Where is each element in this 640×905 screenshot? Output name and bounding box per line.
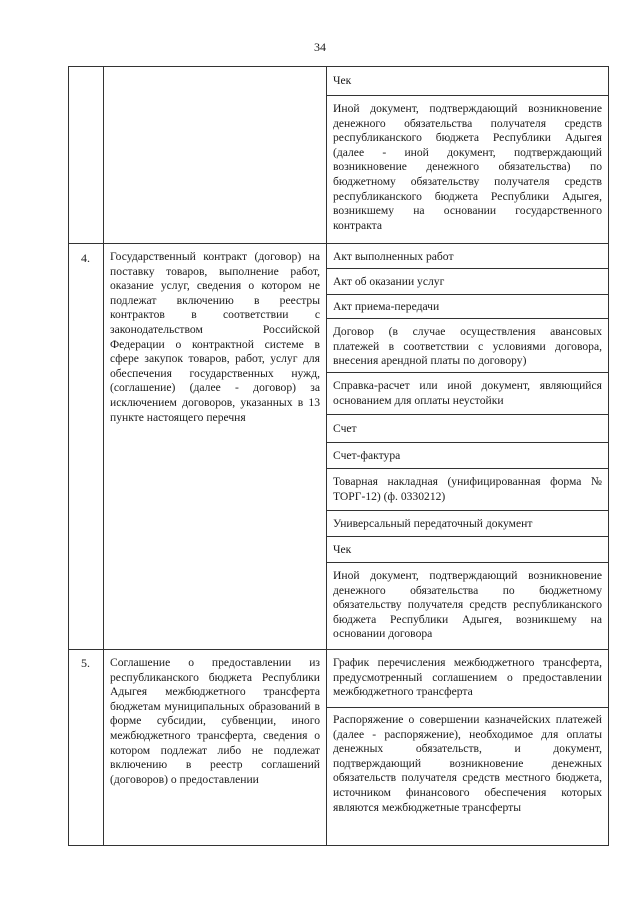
document-cell: Чек xyxy=(333,543,352,556)
document-divider xyxy=(326,414,608,415)
document-cell: Акт об оказании услуг xyxy=(333,275,445,288)
document-cell: Счет-фактура xyxy=(333,449,401,462)
document-divider xyxy=(326,268,608,269)
document-divider xyxy=(326,707,608,708)
subject-cell: Государственный контракт (договор) на поставку товаров, выполнение работ, оказание услуг, сведения о котором не подлежат включению в реестры контрактов в соответствии с законодательством Российской Федерации о контрактной системе в сфере закупок товаров, работ, услуг для обеспечения государственных нужд, (соглашение) (далее - договор) за исключением договоров, указанных в 13 пункте настоящего перечня xyxy=(110,250,320,424)
document-cell: Универсальный передаточный документ xyxy=(333,517,533,530)
document-cell: Иной документ, подтверждающий возникновение денежного обязательства получателя средств республиканского бюджета Республики Адыгея (далее - иной документ, подтверждающий возникновение денежного обязательства) по бюджетному обязательству получателя средств республиканского бюджета Республики Адыгея, возникшему на основании государственного контракта xyxy=(333,102,602,232)
document-divider xyxy=(326,510,608,511)
document-divider xyxy=(326,372,608,373)
document-divider xyxy=(326,562,608,563)
document-cell: Акт приема-передачи xyxy=(333,300,440,313)
document-divider xyxy=(326,318,608,319)
documents-table xyxy=(68,66,609,846)
row-divider xyxy=(69,649,608,650)
document-cell: Договор (в случае осуществления авансовых платежей в соответствии с условиями договора, внесения арендной платы по договору) xyxy=(333,325,602,368)
document-cell: Акт выполненных работ xyxy=(333,250,454,263)
document-divider xyxy=(326,442,608,443)
row-divider xyxy=(69,243,608,244)
document-divider xyxy=(326,536,608,537)
document-divider xyxy=(326,468,608,469)
subject-cell: Соглашение о предоставлении из республиканского бюджета Республики Адыгея межбюджетного трансферта бюджетам муниципальных образований в форме субсидии, субвенции, иного межбюджетного трансферта, сведения о котором подлежат либо не подлежат включению в реестр соглашений (договоров) о предоставлении xyxy=(110,656,320,786)
document-cell: График перечисления межбюджетного трансферта, предусмотренный соглашением о предоставлении межбюджетного трансферта xyxy=(333,656,602,699)
document-divider xyxy=(326,95,608,96)
document-cell: Иной документ, подтверждающий возникновение денежного обязательства по бюджетному обязательству получателя средств республиканского бюджета Республики Адыгея, возникшему на основании договора xyxy=(333,569,602,641)
page-number: 34 xyxy=(314,40,326,54)
document-divider xyxy=(326,294,608,295)
document-cell: Распоряжение о совершении казначейских платежей (далее - распоряжение), необходимое для оплаты денежных обязательств, и документ, подтверждающий возникновение денежных обязательств получателя средств местного бюджета, источником финансового обеспечения которых являются межбюджетные трансферты xyxy=(333,713,602,814)
document-cell: Чек xyxy=(333,74,352,87)
row-number: 5. xyxy=(81,656,90,670)
document-cell: Справка-расчет или иной документ, являющийся основанием для оплаты неустойки xyxy=(333,379,602,407)
document-cell: Товарная накладная (унифицированная форма № ТОРГ-12) (ф. 0330212) xyxy=(333,475,602,503)
row-number: 4. xyxy=(81,251,90,265)
document-cell: Счет xyxy=(333,422,357,435)
